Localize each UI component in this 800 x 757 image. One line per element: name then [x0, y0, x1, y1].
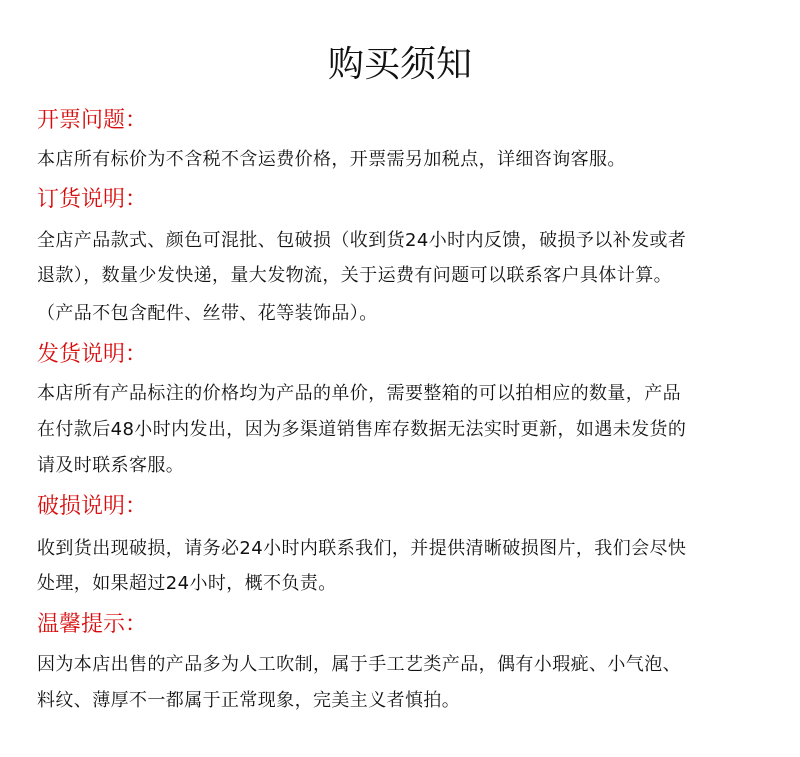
- text-line: 收到货出现破损，请务必24小时内联系我们，并提供清晰破损图片，我们会尽快: [37, 538, 687, 559]
- section-heading-ordering: 订货说明：: [37, 187, 148, 212]
- text-line: 在付款后48小时内发出，因为多渠道销售库存数据无法实时更新，如遇未发货的: [37, 419, 687, 440]
- page-title: 购买须知: [327, 44, 472, 85]
- text-line: 料纹、薄厚不一都属于正常现象，完美主义者慎拍。: [37, 690, 461, 711]
- section-heading-tips: 温馨提示：: [37, 612, 148, 637]
- section-heading-shipping: 发货说明：: [37, 342, 148, 367]
- text-line: 处理，如果超过24小时，概不负责。: [37, 573, 337, 594]
- text-line: 本店所有产品标注的价格均为产品的单价，需要整箱的可以拍相应的数量，产品: [37, 383, 681, 404]
- text-line: 因为本店出售的产品多为人工吹制，属于手工艺类产品，偶有小瑕疵、小气泡、: [37, 654, 681, 675]
- text-line: 本店所有标价为不含税不含运费价格，开票需另加税点，详细咨询客服。: [37, 149, 626, 170]
- section-heading-invoice: 开票问题：: [37, 108, 148, 133]
- section-heading-damage: 破损说明：: [37, 494, 148, 519]
- text-line: （产品不包含配件、丝带、花等装饰品）。: [37, 303, 378, 324]
- text-line: 退款），数量少发快递，量大发物流，关于运费有问题可以联系客户具体计算。: [37, 265, 672, 286]
- text-line: 请及时联系客服。: [37, 455, 185, 476]
- text-line: 全店产品款式、颜色可混批、包破损（收到货24小时内反馈，破损予以补发或者: [37, 230, 687, 251]
